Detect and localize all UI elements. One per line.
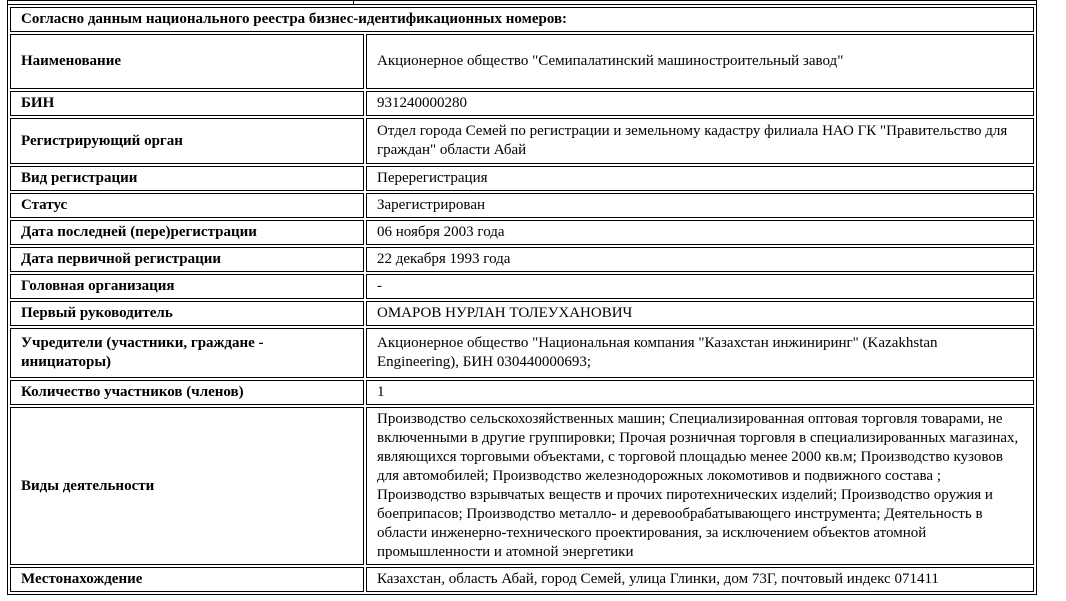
table-row — [10, 34, 1034, 89]
row-label: Статус — [10, 193, 364, 218]
row-label: БИН — [10, 91, 364, 116]
row-label: Местонахождение — [10, 567, 364, 592]
row-value: Перерегистрация — [366, 166, 1034, 191]
sliver-column-divider — [353, 1, 354, 4]
table-row — [10, 274, 1034, 299]
row-label: Головная организация — [10, 274, 364, 299]
table-row — [10, 91, 1034, 116]
row-value: 1 — [366, 380, 1034, 405]
registry-table — [7, 4, 1037, 595]
row-label: Наименование — [10, 34, 364, 89]
table-row — [10, 567, 1034, 592]
table-row — [10, 247, 1034, 272]
table-row — [10, 220, 1034, 245]
table-row — [10, 118, 1034, 164]
row-label: Дата первичной регистрации — [10, 247, 364, 272]
row-value: Отдел города Семей по регистрации и земельному кадастру филиала НАО ГК "Правительство для граждан" области Абай — [366, 118, 1034, 164]
table-row — [10, 380, 1034, 405]
row-value: Казахстан, область Абай, город Семей, улица Глинки, дом 73Г, почтовый индекс 071411 — [366, 567, 1034, 592]
row-value: 22 декабря 1993 года — [366, 247, 1034, 272]
table-row — [10, 193, 1034, 218]
table-row — [10, 166, 1034, 191]
row-value: 931240000280 — [366, 91, 1034, 116]
table-title: Согласно данным национального реестра бизнес-идентификационных номеров: — [10, 7, 1034, 32]
row-value: Акционерное общество "Национальная компания "Казахстан инжиниринг" (Kazakhstan Engineering), БИН 030440000693; — [366, 328, 1034, 378]
row-label: Вид регистрации — [10, 166, 364, 191]
row-label: Дата последней (пере)регистрации — [10, 220, 364, 245]
sliver-right-border — [1036, 1, 1037, 4]
row-label: Количество участников (членов) — [10, 380, 364, 405]
registry-document — [7, 0, 1037, 595]
registry-table-body — [10, 34, 1034, 592]
table-header-row — [10, 7, 1034, 32]
row-label: Первый руководитель — [10, 301, 364, 326]
table-row — [10, 301, 1034, 326]
table-row — [10, 328, 1034, 378]
row-label: Учредители (участники, граждане - инициаторы) — [10, 328, 364, 378]
row-value: ОМАРОВ НУРЛАН ТОЛЕУХАНОВИЧ — [366, 301, 1034, 326]
sliver-left-border — [7, 1, 8, 4]
row-value: Зарегистрирован — [366, 193, 1034, 218]
row-label: Виды деятельности — [10, 407, 364, 565]
row-label: Регистрирующий орган — [10, 118, 364, 164]
table-row — [10, 407, 1034, 565]
row-value: - — [366, 274, 1034, 299]
row-value: Акционерное общество "Семипалатинский машиностроительный завод" — [366, 34, 1034, 89]
row-value: Производство сельскохозяйственных машин; Специализированная оптовая торговля товарами, не включенными в другие группировки; Прочая розничная торговля в специализированных магазинах, являющихся торговыми объектами, с торговой площадью менее 2000 кв.м; Производство кузовов для автомобилей; Производство железнодорожных локомотивов и подвижного состава ; Производство взрывчатых веществ и прочих пиротехнических изделий; Производство оружия и боеприпасов; Производство металло- и деревообрабатывающего инструмента; Деятельность в области инженерно-технического проектирования, за исключением объектов атомной промышленности и атомной энергетики — [366, 407, 1034, 565]
cropped-row-sliver — [7, 0, 1037, 4]
row-value: 06 ноября 2003 года — [366, 220, 1034, 245]
